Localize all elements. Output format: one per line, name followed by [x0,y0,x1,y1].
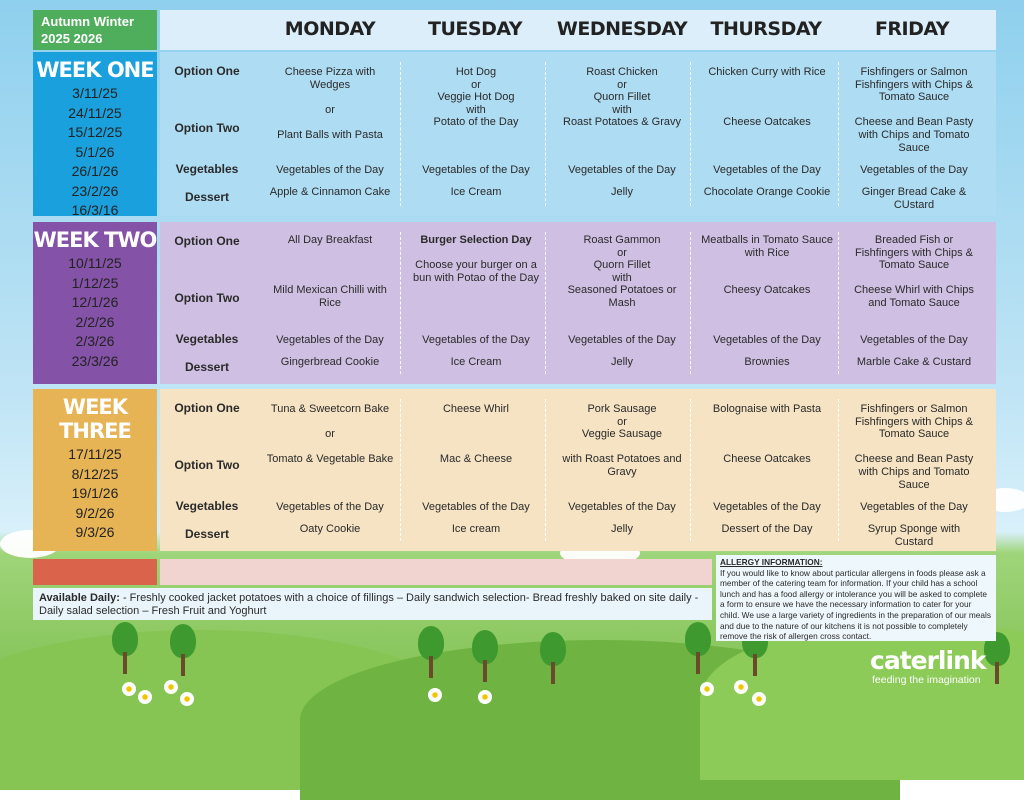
dessert-cell: Dessert of the Day [721,523,813,535]
daisy [428,688,442,702]
row-label-dessert: Dessert [184,360,230,374]
week-dates [33,445,157,543]
week-title: WEEK THREE [59,395,131,443]
dessert-cell: Jelly [610,356,633,368]
vegetables-cell: Vegetables of the Day [422,501,530,513]
daisy [138,690,152,704]
column-divider [690,232,691,374]
daisy [180,692,194,706]
vegetables-cell: Vegetables of the Day [568,164,676,176]
daisy [734,680,748,694]
row-label-vegetables: Vegetables [175,499,239,513]
vegetables-cell: Vegetables of the Day [422,334,530,346]
row-label-option-two: Option Two [174,121,240,135]
dessert-cell: Oaty Cookie [299,523,361,535]
day-heading-friday: FRIDAY [874,18,950,40]
row-label-option-two: Option Two [174,458,240,472]
dessert-cell: Marble Cake & Custard [856,356,972,368]
week-date: 5/1/26 [75,143,115,160]
footer-notes-bar [160,559,712,585]
dessert-cell: Jelly [610,186,633,198]
row-label-vegetables: Vegetables [175,332,239,346]
column-divider [838,62,839,206]
column-divider [545,399,546,541]
vegetables-cell: Vegetables of the Day [860,501,968,513]
vegetables-cell: Vegetables of the Day [568,334,676,346]
week-date: 10/11/25 [68,255,122,271]
day-heading-wednesday: WEDNESDAY [556,18,688,40]
main-dish-cell: Breaded Fish or Fishfingers with Chips & Tomato Sauce Cheese Whirl with Chips and Tomato Sauce [854,234,974,309]
column-divider [400,232,401,374]
term-label [33,10,157,50]
logo-tagline: feeding the imagination [872,674,981,686]
dessert-cell: Syrup Sponge with Custard [867,523,961,548]
dessert-cell: Ice Cream [450,356,502,368]
dessert-cell: Apple & Cinnamon Cake [269,186,391,198]
vegetables-cell: Vegetables of the Day [713,334,821,346]
main-dish-cell: Chicken Curry with Rice Cheese Oatcakes [708,66,826,129]
day-heading-thursday: THURSDAY [710,18,822,40]
week-date: 24/11/25 [68,104,122,121]
week-title: WEEK ONE [36,58,154,82]
main-dish-cell: Roast Chicken or Quorn Fillet with Roast Potatoes & Gravy [563,66,681,129]
vegetables-cell: Vegetables of the Day [276,164,384,176]
column-divider [838,399,839,541]
main-dish-cell: Bolognaise with Pasta Cheese Oatcakes [712,403,822,466]
week-date: 2/3/26 [75,333,115,349]
main-dish-cell: Roast Gammon or Quorn Fillet with Seasoned Potatoes or Mash [567,234,677,309]
caterlink-logo [870,648,986,686]
week-date: 8/12/25 [71,465,119,482]
week-date: 16/3/16 [71,202,119,218]
main-dish-cell: Pork Sausage or Veggie Sausage with Roast Potatoes and Gravy [562,403,682,478]
column-divider [690,399,691,541]
week-tab-2 [33,222,157,384]
main-dish-cell: Meatballs in Tomato Sauce with Rice Cheesy Oatcakes [701,234,833,297]
vegetables-cell: Vegetables of the Day [276,334,384,346]
vegetables-cell: Vegetables of the Day [713,164,821,176]
week-tab-1 [33,52,157,216]
allergy-information [716,555,996,641]
dessert-cell: Chocolate Orange Cookie [703,186,831,198]
main-dish-cell: Fishfingers or Salmon Fishfingers with Chips & Tomato Sauce Cheese and Bean Pasty with Chips and Tomato Sauce [854,403,974,491]
column-divider [838,232,839,374]
week-date: 17/11/25 [68,446,122,462]
vegetables-cell: Vegetables of the Day [568,501,676,513]
week-date: 19/1/26 [71,485,119,501]
term-line-1: Autumn Winter [41,14,135,29]
week-tab-3 [33,389,157,551]
footer-accent-bar [33,559,157,585]
week-date: 23/2/26 [71,182,119,199]
dessert-cell: Gingerbread Cookie [280,356,380,368]
row-label-dessert: Dessert [184,190,230,204]
logo-name: caterlink [870,646,986,675]
week-date: 23/3/26 [71,352,119,369]
main-dish-cell: Fishfingers or Salmon Fishfingers with Chips & Tomato Sauce Cheese and Bean Pasty with Chips and Tomato Sauce [854,66,974,154]
term-line-2: 2025 2026 [41,31,103,46]
row-label-option-one: Option One [174,401,240,415]
main-dish-cell: All Day Breakfast Mild Mexican Chilli with Rice [273,234,387,309]
main-dish-cell: Cheese Whirl Mac & Cheese [439,403,513,466]
main-dish-cell: Hot Dog or Veggie Hot Dog with Potato of the Day [433,66,519,129]
main-dish-cell: Cheese Pizza with Wedges or Plant Balls with Pasta [277,66,383,141]
vegetables-cell: Vegetables of the Day [860,164,968,176]
column-divider [690,62,691,206]
main-dish-cell: Burger Selection Day Choose your burger on a bun with Potao of the Day [413,234,539,284]
dessert-cell: Ginger Bread Cake & CUstard [861,186,967,211]
column-divider [545,62,546,206]
dessert-cell: Jelly [610,523,633,535]
row-label-vegetables: Vegetables [175,162,239,176]
allergy-text: If you would like to know about particular allergens in foods please ask a member of the catering team for information. If your child has a school lunch and has a food allergy or intolerance you will be asked to complete a form to ensure we have the necessary information to cater for your child. We use a large variety of ingredients in the preparation of our meals and due to the nature of our kitchens it is not possible to completely remove the risk of allergen cross contact. [720,567,992,642]
day-heading-monday: MONDAY [284,18,376,40]
available-daily-label: Available Daily: [39,592,120,604]
week-title: WEEK TWO [33,228,157,252]
vegetables-cell: Vegetables of the Day [422,164,530,176]
dessert-cell: Brownies [744,356,790,368]
week-date: 26/1/26 [71,163,119,179]
row-label-option-two: Option Two [174,291,240,305]
week-date: 3/11/25 [72,85,118,101]
daisy [700,682,714,696]
daisy [752,692,766,706]
available-daily [33,588,712,620]
week-date: 2/2/26 [75,313,115,330]
vegetables-cell: Vegetables of the Day [713,501,821,513]
day-heading-tuesday: TUESDAY [428,18,522,40]
week-date: 1/12/25 [71,274,119,291]
week-dates [33,84,157,221]
column-divider [545,232,546,374]
week-dates [33,254,157,371]
allergy-title: ALLERGY INFORMATION: [720,557,823,567]
main-dish-cell: Tuna & Sweetcorn Bake or Tomato & Vegetable Bake [266,403,394,466]
week-date: 9/3/26 [75,524,115,540]
dessert-cell: Ice Cream [450,186,502,198]
week-date: 9/2/26 [75,504,115,521]
available-daily-text: - Freshly cooked jacket potatoes with a choice of fillings – Daily sandwich selection- Bread freshly baked on site daily - Daily salad selection – Fresh Fruit and Yoghurt [39,592,699,617]
vegetables-cell: Vegetables of the Day [276,501,384,513]
vegetables-cell: Vegetables of the Day [860,334,968,346]
row-label-option-one: Option One [174,64,240,78]
column-divider [400,399,401,541]
row-label-dessert: Dessert [184,527,230,541]
dessert-cell: Ice cream [451,523,501,535]
row-label-option-one: Option One [174,234,240,248]
daisy [478,690,492,704]
week-date: 12/1/26 [71,294,119,310]
daisy [122,682,136,696]
column-divider [400,62,401,206]
week-date: 15/12/25 [67,124,123,140]
daisy [164,680,178,694]
